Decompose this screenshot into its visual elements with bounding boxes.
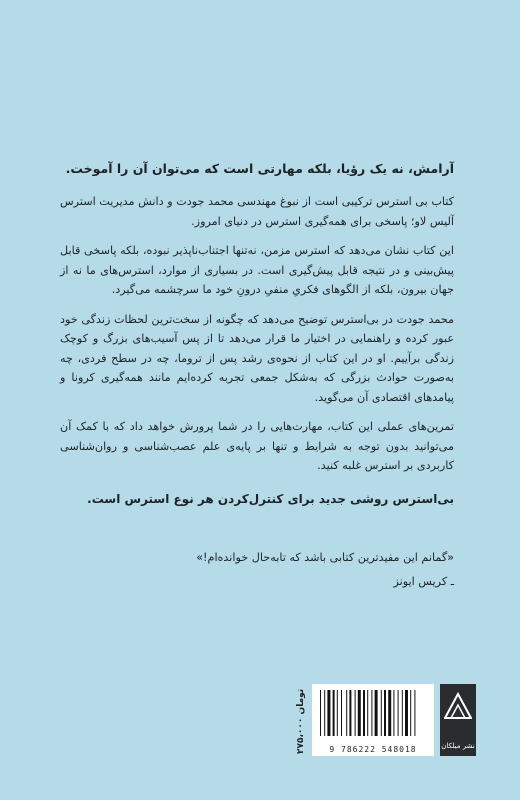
headline: آرامش، نه یک رؤیا، بلکه مهارتی است که می‌توان آن را آموخت.: [65, 161, 454, 176]
isbn-barcode: [312, 684, 434, 756]
endorsement-quote: «گمانم این مفیدترین کتابی باشد که تابه‌حال خوانده‌ام!»: [196, 551, 454, 564]
paragraph-author: محمد جودت در بی‌استرس توضیح می‌دهد که چگونه از سخت‌ترین لحظات زندگی خود عبور کرده و راهنمایی در اختیار ما قرار می‌دهد تا از پس آسیب‌های بزرگ و کوچک زندگی برآییم. او در این کتاب از نحوه‌ی رشد پس از تروما، چه در سطح فردی، چه به‌صورت حوادث بزرگی که به‌شکل جمعی تجربه کرده‌ایم مانند همه‌گیری کرونا و پیامدهای اقتصادی آن می‌گوید.: [60, 312, 454, 404]
endorsement-author: ـ کریس ایونز: [393, 575, 454, 588]
price-label: ۲۷۵،۰۰۰ تومان: [296, 688, 306, 754]
endorsement: [60, 548, 454, 592]
paragraph-intro: کتاب بی استرس ترکیبی است از نبوغ مهندسی محمد جودت و دانش مدیریت استرس آلیس لاو؛ پاسخی برای همه‌گیری استرس در دنیای امروز.: [60, 195, 454, 228]
publisher-name: نشر میلکان: [441, 742, 475, 750]
barcode-icon: [312, 684, 434, 742]
blurb-section: [60, 160, 454, 508]
mountain-logo-icon: [444, 690, 472, 720]
paragraph-exercises: تمرین‌های عملی این کتاب، مهارت‌هایی را در شما پرورش خواهد داد که با کمک آن می‌توانید بدون توجه به شرایط و تنها بر پایه‌ی علم عصب‌شناسی و روان‌شناسی کاربردی بر استرس غلبه کنید.: [60, 420, 454, 472]
publisher-logo: [440, 684, 476, 756]
isbn-number: 9 786222 548018: [329, 745, 417, 754]
tagline: بی‌استرس روشی جدید برای کنترل‌کردن هر نوع استرس است.: [87, 491, 454, 506]
paragraph-stress: این کتاب نشان می‌دهد که استرس مزمن، نه‌تنها اجتناب‌ناپذیر نبوده، بلکه پاسخی قابل پیش‌بینی و در نتیجه قابل پیش‌گیری است. در بسیاری از موارد، استرس‌های ما نه از جهان بیرون، بلکه از الگوهای فکریِ منفیِ درونِ خود ما سرچشمه می‌گیرد.: [60, 244, 454, 296]
